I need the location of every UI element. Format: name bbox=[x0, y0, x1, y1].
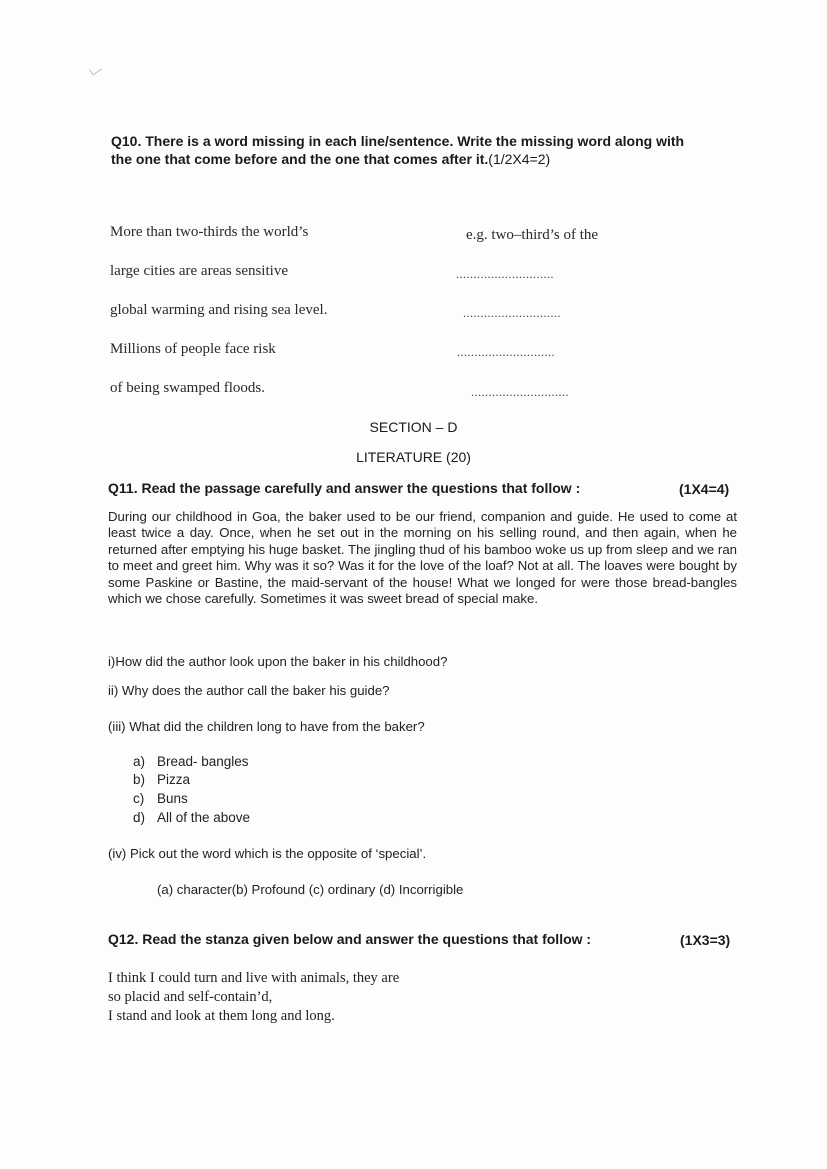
q11-option-a bbox=[133, 754, 249, 769]
q11-heading: Q11. Read the passage carefully and answer the questions that follow : bbox=[108, 480, 581, 496]
q10-marks: (1/2X4=2) bbox=[488, 151, 551, 167]
q12-marks: (1X3=3) bbox=[680, 932, 731, 948]
q10-example: e.g. two–third’s of the bbox=[466, 227, 599, 243]
q11-marks: (1X4=4) bbox=[679, 481, 730, 497]
q10-line-4: Millions of people face risk bbox=[110, 341, 276, 357]
q10-answer-blank-1: ............................ bbox=[456, 267, 554, 281]
option-letter: c) bbox=[133, 791, 145, 806]
q11-question-3: (iii) What did the children long to have from the baker? bbox=[108, 719, 425, 734]
q10-heading-line1: Q10. There is a word missing in each line/sentence. Write the missing word along with bbox=[111, 133, 685, 149]
q11-question-2: ii) Why does the author call the baker his guide? bbox=[108, 683, 390, 698]
q11-question-1: i)How did the author look upon the baker in his childhood? bbox=[108, 654, 448, 669]
q11-passage: During our childhood in Goa, the baker used to be our friend, companion and guide. He used to come at least twice a day. Once, when he set out in the morning on his selling round, and then again, when he returned after emptying his huge basket. The jingling thud of his bamboo woke us up from sleep and we ran to meet and greet him. Why was it so? Was it for the love of the loaf? Not at all. The loaves were bought by some Paskine or Bastine, the maid-servant of the house! What we longed for were those bread-bangles which we chose carefully. Sometimes it was sweet bread of special make. bbox=[108, 509, 737, 607]
q10-answer-blank-4: ............................ bbox=[471, 385, 569, 399]
q12-heading: Q12. Read the stanza given below and answer the questions that follow : bbox=[108, 931, 592, 947]
option-letter: d) bbox=[133, 810, 146, 825]
option-text: Pizza bbox=[157, 772, 191, 787]
section-subtitle: LITERATURE (20) bbox=[356, 449, 471, 465]
q12-stanza-line-2: so placid and self-contain’d, bbox=[108, 989, 273, 1005]
q11-question-4-options: (a) character(b) Profound (c) ordinary (d) Incorrigible bbox=[157, 882, 464, 897]
q10-line-2: large cities are areas sensitive bbox=[110, 263, 288, 279]
q10-heading-line2 bbox=[111, 151, 550, 167]
option-text: All of the above bbox=[157, 810, 251, 825]
q12-stanza-line-1: I think I could turn and live with animals, they are bbox=[108, 970, 400, 986]
q10-line-3: global warming and rising sea level. bbox=[110, 302, 328, 318]
q10-line-1: More than two-thirds the world’s bbox=[110, 224, 309, 240]
option-letter: a) bbox=[133, 754, 146, 769]
q10-answer-blank-3: ............................ bbox=[457, 345, 555, 359]
q12-stanza-line-3: I stand and look at them long and long. bbox=[108, 1008, 335, 1024]
q11-option-b bbox=[133, 772, 191, 787]
option-text: Buns bbox=[157, 791, 188, 806]
q10-answer-blank-2: ............................ bbox=[463, 306, 561, 320]
q11-option-c bbox=[133, 791, 188, 806]
option-letter: b) bbox=[133, 772, 146, 787]
q11-question-4: (iv) Pick out the word which is the opposite of ‘special’. bbox=[108, 846, 427, 861]
check-mark-icon bbox=[89, 63, 102, 75]
q10-heading-text: the one that come before and the one that comes after it. bbox=[111, 151, 489, 167]
q10-line-5: of being swamped floods. bbox=[110, 380, 265, 396]
section-title: SECTION – D bbox=[369, 419, 458, 435]
option-text: Bread- bangles bbox=[157, 754, 249, 769]
q11-option-d bbox=[133, 810, 251, 825]
